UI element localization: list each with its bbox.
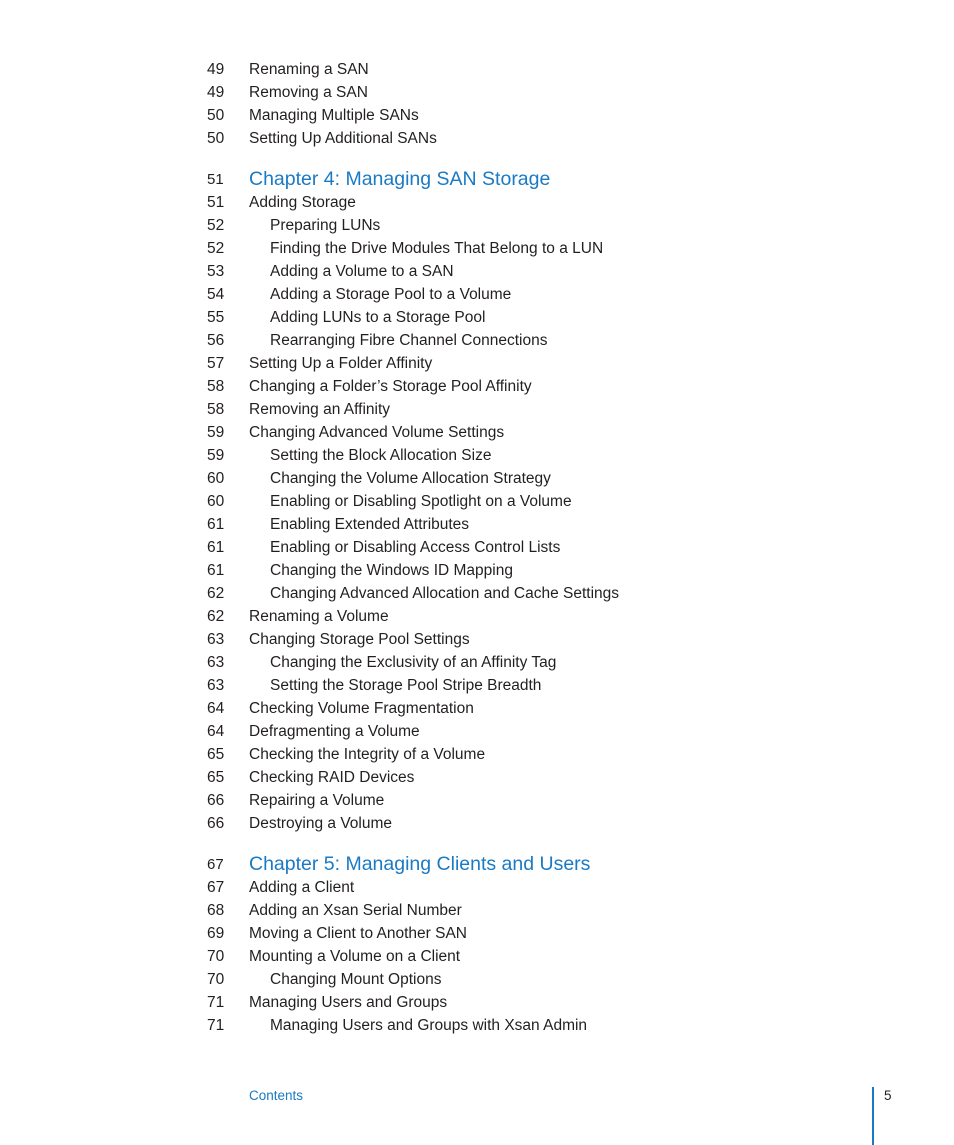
- toc-entry[interactable]: [0, 191, 954, 214]
- toc-entry-title: Changing Advanced Volume Settings: [249, 424, 505, 441]
- toc-entry-title: Renaming a SAN: [249, 61, 369, 78]
- toc-entry-title: Managing Users and Groups: [249, 994, 448, 1011]
- toc-page-number: 61: [207, 516, 225, 533]
- toc-entry-title: Checking RAID Devices: [249, 769, 415, 786]
- toc-page-number: 53: [207, 263, 225, 280]
- toc-page-number: 56: [207, 332, 225, 349]
- toc-entry[interactable]: [0, 766, 954, 789]
- toc-entry-title: Destroying a Volume: [249, 815, 393, 832]
- toc-page-number: 52: [207, 217, 225, 234]
- toc-entry[interactable]: [0, 329, 954, 352]
- toc-entry[interactable]: [0, 720, 954, 743]
- toc-entry-title: Moving a Client to Another SAN: [249, 925, 467, 942]
- toc-page-number: 60: [207, 470, 225, 487]
- toc-page-number: 62: [207, 585, 225, 602]
- toc-entry-title: Enabling Extended Attributes: [270, 516, 470, 533]
- toc-page-number: 61: [207, 539, 225, 556]
- toc-page-number: 67: [207, 856, 224, 873]
- toc-entry-title: Adding Storage: [249, 194, 356, 211]
- toc-entry[interactable]: [0, 628, 954, 651]
- toc-page-number: 63: [207, 654, 225, 671]
- toc-entry-title: Removing a SAN: [249, 84, 368, 101]
- toc-entry[interactable]: [0, 899, 954, 922]
- toc-entry[interactable]: [0, 283, 954, 306]
- toc-page-number: 67: [207, 879, 225, 896]
- toc-entry[interactable]: [0, 605, 954, 628]
- toc-entry[interactable]: [0, 421, 954, 444]
- table-of-contents: [0, 58, 954, 1037]
- toc-entry[interactable]: [0, 398, 954, 421]
- toc-entry-title: Mounting a Volume on a Client: [249, 948, 461, 965]
- toc-entry-title: Managing Users and Groups with Xsan Admin: [270, 1017, 588, 1034]
- toc-page-number: 51: [207, 194, 225, 211]
- toc-page-number: 64: [207, 700, 225, 717]
- toc-page-number: 70: [207, 971, 225, 988]
- toc-entry-title: Repairing a Volume: [249, 792, 385, 809]
- toc-page-number: 62: [207, 608, 225, 625]
- footer-divider: [872, 1087, 874, 1145]
- toc-page-number: 63: [207, 631, 225, 648]
- toc-entry-title: Rearranging Fibre Channel Connections: [270, 332, 548, 349]
- toc-entry-title: Managing Multiple SANs: [249, 107, 419, 124]
- toc-entry[interactable]: [0, 1014, 954, 1037]
- toc-entry[interactable]: [0, 789, 954, 812]
- toc-page-number: 58: [207, 401, 225, 418]
- toc-entry[interactable]: [0, 991, 954, 1014]
- toc-entry[interactable]: [0, 375, 954, 398]
- toc-entry-title: Checking Volume Fragmentation: [249, 700, 474, 717]
- toc-page-number: 50: [207, 107, 225, 124]
- toc-page-number: 60: [207, 493, 225, 510]
- toc-entry[interactable]: [0, 922, 954, 945]
- toc-entry[interactable]: [0, 513, 954, 536]
- toc-entry-title: Changing Advanced Allocation and Cache Settings: [270, 585, 619, 602]
- toc-entry[interactable]: [0, 812, 954, 835]
- toc-entry-title: Removing an Affinity: [249, 401, 391, 418]
- toc-entry-title: Adding LUNs to a Storage Pool: [270, 309, 486, 326]
- toc-entry[interactable]: [0, 945, 954, 968]
- toc-entry[interactable]: [0, 674, 954, 697]
- toc-page-number: 68: [207, 902, 225, 919]
- toc-entry-title: Changing the Volume Allocation Strategy: [270, 470, 551, 487]
- toc-entry-title: Changing a Folder’s Storage Pool Affinity: [249, 378, 532, 395]
- toc-entry-title: Setting Up Additional SANs: [249, 130, 437, 147]
- toc-page-number: 59: [207, 424, 225, 441]
- toc-entry-title: Checking the Integrity of a Volume: [249, 746, 486, 763]
- toc-page-number: 63: [207, 677, 225, 694]
- toc-entry[interactable]: [0, 536, 954, 559]
- toc-entry-title: Changing the Exclusivity of an Affinity Tag: [270, 654, 557, 671]
- toc-entry[interactable]: [0, 81, 954, 104]
- toc-entry[interactable]: [0, 559, 954, 582]
- toc-entry[interactable]: [0, 444, 954, 467]
- toc-page-number: 54: [207, 286, 225, 303]
- toc-page-number: 49: [207, 84, 225, 101]
- toc-page-number: 51: [207, 171, 224, 188]
- toc-page-number: 66: [207, 792, 225, 809]
- toc-entry[interactable]: [0, 127, 954, 150]
- toc-entry[interactable]: [0, 104, 954, 127]
- toc-entry[interactable]: [0, 743, 954, 766]
- toc-page-number: 71: [207, 994, 225, 1011]
- toc-entry-title: Adding an Xsan Serial Number: [249, 902, 462, 919]
- toc-entry[interactable]: [0, 467, 954, 490]
- chapter-title: Chapter 5: Managing Clients and Users: [249, 853, 591, 875]
- toc-entry-title: Setting the Storage Pool Stripe Breadth: [270, 677, 542, 694]
- toc-page-number: 65: [207, 746, 225, 763]
- chapter-title: Chapter 4: Managing SAN Storage: [249, 168, 551, 190]
- toc-entry[interactable]: [0, 306, 954, 329]
- toc-entry-title: Renaming a Volume: [249, 608, 389, 625]
- toc-entry-title: Defragmenting a Volume: [249, 723, 420, 740]
- toc-entry-title: Changing the Windows ID Mapping: [270, 562, 513, 579]
- toc-entry-title: Setting Up a Folder Affinity: [249, 355, 433, 372]
- toc-entry[interactable]: [0, 58, 954, 81]
- toc-page-number: 71: [207, 1017, 225, 1034]
- toc-page-number: 55: [207, 309, 225, 326]
- toc-entry-title: Enabling or Disabling Access Control Lists: [270, 539, 561, 556]
- toc-entry-title: Setting the Block Allocation Size: [270, 447, 492, 464]
- toc-entry[interactable]: [0, 582, 954, 605]
- toc-entry[interactable]: [0, 237, 954, 260]
- toc-entry[interactable]: [0, 651, 954, 674]
- toc-entry-title: Adding a Storage Pool to a Volume: [270, 286, 512, 303]
- toc-page-number: 65: [207, 769, 225, 786]
- toc-entry[interactable]: [0, 697, 954, 720]
- toc-entry[interactable]: [0, 214, 954, 237]
- toc-page-number: 52: [207, 240, 225, 257]
- toc-entry[interactable]: [0, 352, 954, 375]
- toc-entry-title: Finding the Drive Modules That Belong to a LUN: [270, 240, 604, 257]
- toc-entry-title: Changing Storage Pool Settings: [249, 631, 470, 648]
- page-number: 5: [884, 1088, 892, 1103]
- toc-chapter-heading[interactable]: [0, 853, 954, 876]
- toc-page-number: 57: [207, 355, 225, 372]
- toc-page-number: 61: [207, 562, 225, 579]
- toc-page-number: 66: [207, 815, 225, 832]
- toc-entry[interactable]: [0, 260, 954, 283]
- toc-page-number: 49: [207, 61, 225, 78]
- toc-chapter-heading[interactable]: [0, 168, 954, 191]
- toc-entry-title: Preparing LUNs: [270, 217, 381, 234]
- toc-entry-title: Adding a Client: [249, 879, 355, 896]
- toc-entry[interactable]: [0, 490, 954, 513]
- toc-entry[interactable]: [0, 876, 954, 899]
- toc-page-number: 70: [207, 948, 225, 965]
- toc-page-number: 64: [207, 723, 225, 740]
- toc-page-number: 59: [207, 447, 225, 464]
- toc-page-number: 58: [207, 378, 225, 395]
- toc-page-number: 69: [207, 925, 225, 942]
- toc-entry-title: Changing Mount Options: [270, 971, 442, 988]
- toc-entry-title: Adding a Volume to a SAN: [270, 263, 454, 280]
- footer-section-label: Contents: [249, 1088, 304, 1103]
- toc-entry[interactable]: [0, 968, 954, 991]
- toc-entry-title: Enabling or Disabling Spotlight on a Volume: [270, 493, 572, 510]
- toc-page-number: 50: [207, 130, 225, 147]
